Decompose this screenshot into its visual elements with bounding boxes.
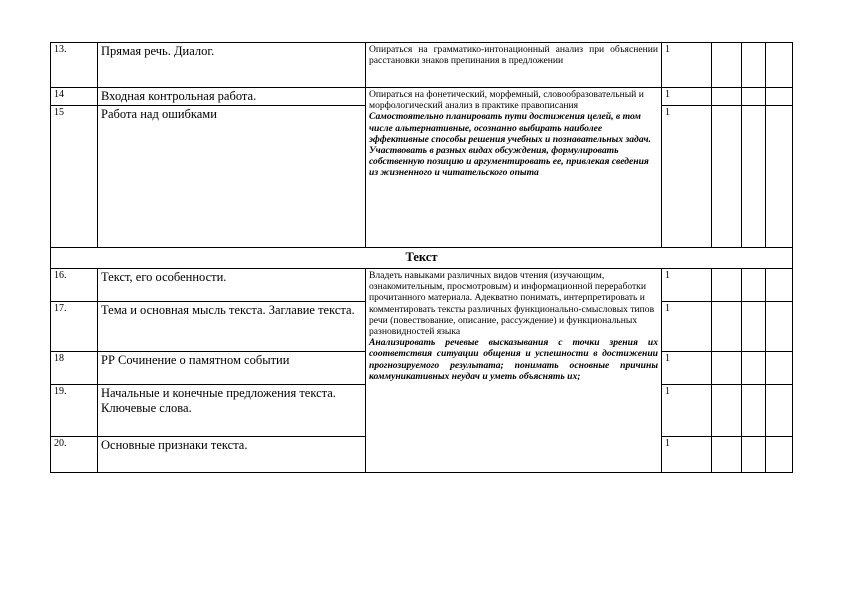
lesson-hours: 1 — [662, 437, 712, 473]
empty-cell — [712, 385, 742, 437]
desc-plain: Опираться на фонетический, морфемный, словообразовательный и морфологический анализ в практике правописания — [369, 89, 644, 112]
empty-cell — [742, 352, 766, 385]
desc-italic: Анализировать речевые высказывания с точки зрения их соответствия ситуации общения и успешности в достижении прогнозируемого результата; понимать основные причины коммуникативных неудач и уметь объяснять их; — [369, 337, 658, 382]
lesson-hours: 1 — [662, 106, 712, 248]
lesson-topic: Входная контрольная работа. — [98, 88, 366, 106]
empty-cell — [766, 269, 793, 302]
empty-cell — [766, 106, 793, 248]
lesson-number: 14 — [51, 88, 98, 106]
lesson-hours: 1 — [662, 269, 712, 302]
empty-cell — [742, 437, 766, 473]
desc-italic: Самостоятельно планировать пути достижения целей, в том числе альтернативные, осознанно выбирать наиболее эффективные способы решения учебных и познавательных задач. — [369, 111, 651, 145]
lesson-hours: 1 — [662, 352, 712, 385]
lesson-hours: 1 — [662, 43, 712, 88]
empty-cell — [766, 385, 793, 437]
table-row — [51, 43, 793, 88]
activity-description — [366, 88, 662, 248]
empty-cell — [766, 43, 793, 88]
lesson-topic: Основные признаки текста. — [98, 437, 366, 473]
empty-cell — [712, 106, 742, 248]
lesson-hours: 1 — [662, 88, 712, 106]
lesson-number: 15 — [51, 106, 98, 248]
empty-cell — [742, 302, 766, 352]
empty-cell — [742, 106, 766, 248]
lesson-topic: Тема и основная мысль текста. Заглавие текста. — [98, 302, 366, 352]
empty-cell — [766, 437, 793, 473]
section-header-row — [51, 248, 793, 269]
section-title: Текст — [51, 248, 793, 269]
lesson-topic: Прямая речь. Диалог. — [98, 43, 366, 88]
lesson-topic: Текст, его особенности. — [98, 269, 366, 302]
lesson-topic: РР Сочинение о памятном событии — [98, 352, 366, 385]
lesson-number: 17. — [51, 302, 98, 352]
lesson-number: 13. — [51, 43, 98, 88]
activity-description — [366, 269, 662, 473]
empty-cell — [742, 269, 766, 302]
lesson-topic: Работа над ошибками — [98, 106, 366, 248]
desc-plain: Владеть навыками различных видов чтения (изучающим, ознакомительным, просмотровым) и информационной переработки прочитанного материала. Адекватно понимать, интерпретировать и комментировать тексты различных функционально-смысловых типов речи (повествование, описание, рассуждение) и функциональных разновидностей языка — [369, 270, 655, 338]
lesson-number: 20. — [51, 437, 98, 473]
activity-description: Опираться на грамматико-интонационный анализ при объяснении расстановки знаков препинания в предложении — [366, 43, 662, 88]
empty-cell — [712, 88, 742, 106]
empty-cell — [766, 352, 793, 385]
empty-cell — [712, 43, 742, 88]
lesson-hours: 1 — [662, 302, 712, 352]
lesson-number: 19. — [51, 385, 98, 437]
empty-cell — [766, 302, 793, 352]
lesson-plan-table — [50, 42, 793, 473]
lesson-topic: Начальные и конечные предложения текста. Ключевые слова. — [98, 385, 366, 437]
empty-cell — [766, 88, 793, 106]
table-row — [51, 269, 793, 302]
lesson-number: 16. — [51, 269, 98, 302]
lesson-number: 18 — [51, 352, 98, 385]
empty-cell — [712, 269, 742, 302]
lesson-hours: 1 — [662, 385, 712, 437]
empty-cell — [742, 385, 766, 437]
desc-italic: Участвовать в разных видах обсуждения, формулировать собственную позицию и аргументировать ее, привлекая сведения из жизненного и читательского опыта — [369, 145, 649, 179]
empty-cell — [742, 43, 766, 88]
empty-cell — [712, 437, 742, 473]
empty-cell — [712, 302, 742, 352]
empty-cell — [742, 88, 766, 106]
empty-cell — [712, 352, 742, 385]
table-row — [51, 88, 793, 106]
